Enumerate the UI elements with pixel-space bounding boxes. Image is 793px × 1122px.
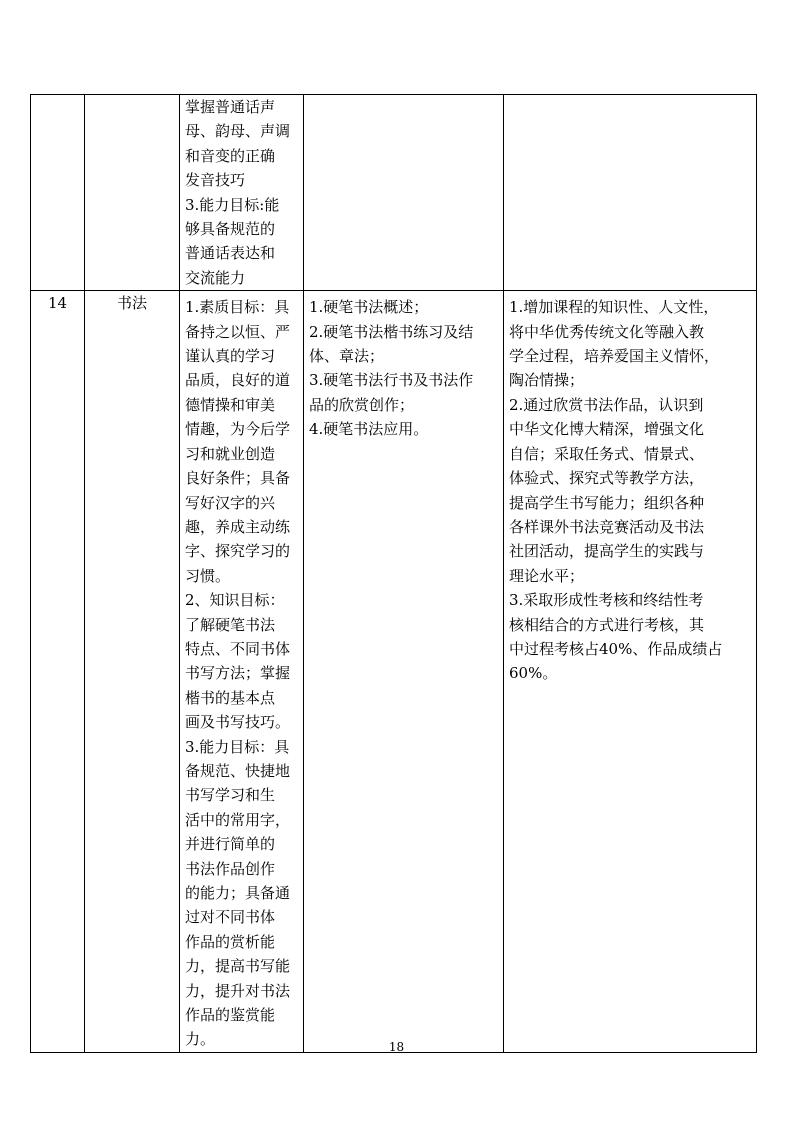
goals-line: 习和就业创造 bbox=[185, 444, 276, 463]
content-line: 4.硬笔书法应用。 bbox=[309, 420, 429, 439]
requirements-line: 60%。 bbox=[509, 664, 558, 683]
requirements-line: 提高学生书写能力；组织各种 bbox=[509, 493, 705, 512]
requirements-line: 2.通过欣赏书法作品，认识到 bbox=[509, 395, 704, 414]
goals-line: 并进行简单的 bbox=[185, 835, 276, 854]
goals-line: 情趣，为今后学 bbox=[185, 420, 291, 439]
goals-line: 够具备规范的 bbox=[185, 220, 276, 239]
course-name-cell: 书法 bbox=[85, 291, 180, 1053]
goals-line: 力，提升对书法 bbox=[185, 981, 291, 1000]
course-number-cell bbox=[31, 95, 85, 291]
goals-line: 书写学习和生 bbox=[185, 786, 276, 805]
goals-line: 掌握普通话声 bbox=[185, 98, 276, 116]
goals-line: 备规范、快捷地 bbox=[185, 761, 291, 780]
requirements-line: 将中华优秀传统文化等融入教 bbox=[509, 322, 705, 341]
goals-line: 2、知识目标： bbox=[185, 591, 285, 610]
goals-line: 书法作品创作 bbox=[185, 859, 276, 878]
goals-line: 和音变的正确 bbox=[185, 146, 276, 165]
requirements-line: 各样课外书法竞赛活动及书法 bbox=[509, 517, 705, 536]
goals-line: 普通话表达和 bbox=[185, 244, 276, 263]
teaching-requirements-cell bbox=[504, 95, 757, 291]
goals-line: 良好条件；具备 bbox=[185, 469, 291, 488]
requirements-line: 1.增加课程的知识性、人文性， bbox=[509, 298, 719, 317]
goals-line: 的能力；具备通 bbox=[185, 884, 291, 902]
goals-line: 书写方法；掌握 bbox=[185, 664, 291, 683]
goals-line: 母、韵母、声调 bbox=[185, 122, 291, 141]
requirements-line: 3.采取形成性考核和终结性考 bbox=[509, 591, 704, 610]
goals-line: 力。 bbox=[185, 1030, 216, 1049]
goals-line: 德情操和审美 bbox=[185, 395, 276, 414]
requirements-line: 社团活动，提高学生的实践与 bbox=[509, 542, 705, 561]
course-goals-cell bbox=[180, 291, 304, 1053]
goals-line: 交流能力 bbox=[185, 268, 246, 287]
goals-line: 发音技巧 bbox=[185, 171, 246, 190]
requirements-line: 核相结合的方式进行考核，其 bbox=[509, 615, 705, 634]
goals-line: 谨认真的学习 bbox=[185, 347, 276, 366]
goals-line: 3.能力目标:能 bbox=[185, 195, 280, 214]
content-line: 品的欣赏创作； bbox=[309, 395, 415, 414]
table-row bbox=[31, 291, 757, 1053]
goals-line: 力，提高书写能 bbox=[185, 957, 291, 976]
requirements-line: 自信；采取任务式、情景式、 bbox=[509, 444, 705, 463]
requirements-line: 体验式、探究式等教学方法， bbox=[509, 469, 705, 488]
course-goals-cell bbox=[180, 95, 304, 291]
goals-line: 备持之以恒、严 bbox=[185, 322, 291, 341]
course-content-cell bbox=[304, 291, 504, 1053]
goals-line: 字、探究学习的 bbox=[185, 542, 291, 561]
goals-line: 1.素质目标：具 bbox=[185, 298, 290, 317]
requirements-line: 学全过程，培养爱国主义情怀， bbox=[509, 347, 720, 366]
course-table bbox=[30, 94, 757, 1053]
goals-line: 活中的常用字， bbox=[185, 810, 291, 829]
content-line: 3.硬笔书法行书及书法作 bbox=[309, 371, 474, 390]
requirements-line: 中过程考核占40%、作品成绩占 bbox=[509, 639, 723, 658]
goals-line: 写好汉字的兴 bbox=[185, 493, 276, 512]
goals-line: 了解硬笔书法 bbox=[185, 615, 276, 634]
goals-line: 习惯。 bbox=[185, 566, 231, 585]
goals-line: 过对不同书体 bbox=[185, 908, 276, 927]
goals-line: 3.能力目标：具 bbox=[185, 737, 290, 756]
table-row bbox=[31, 95, 757, 291]
content-line: 1.硬笔书法概述； bbox=[309, 298, 429, 317]
content-line: 体、章法； bbox=[309, 347, 385, 366]
requirements-line: 中华文化博大精深，增强文化 bbox=[509, 420, 705, 439]
goals-line: 特点、不同书体 bbox=[185, 639, 291, 658]
page-number: 18 bbox=[388, 1040, 405, 1054]
teaching-requirements-cell bbox=[504, 291, 757, 1053]
goals-line: 趣，养成主动练 bbox=[185, 517, 291, 536]
requirements-line: 理论水平； bbox=[509, 566, 585, 585]
goals-line: 画及书写技巧。 bbox=[185, 713, 291, 732]
goals-line: 品质，良好的道 bbox=[185, 371, 291, 390]
course-number-cell: 14 bbox=[31, 291, 85, 1053]
goals-line: 作品的赏析能 bbox=[185, 932, 276, 951]
course-name-cell bbox=[85, 95, 180, 291]
goals-line: 楷书的基本点 bbox=[185, 688, 276, 707]
requirements-line: 陶冶情操； bbox=[509, 371, 585, 390]
goals-line: 作品的鉴赏能 bbox=[185, 1006, 276, 1025]
course-content-cell bbox=[304, 95, 504, 291]
content-line: 2.硬笔书法楷书练习及结 bbox=[309, 322, 474, 341]
